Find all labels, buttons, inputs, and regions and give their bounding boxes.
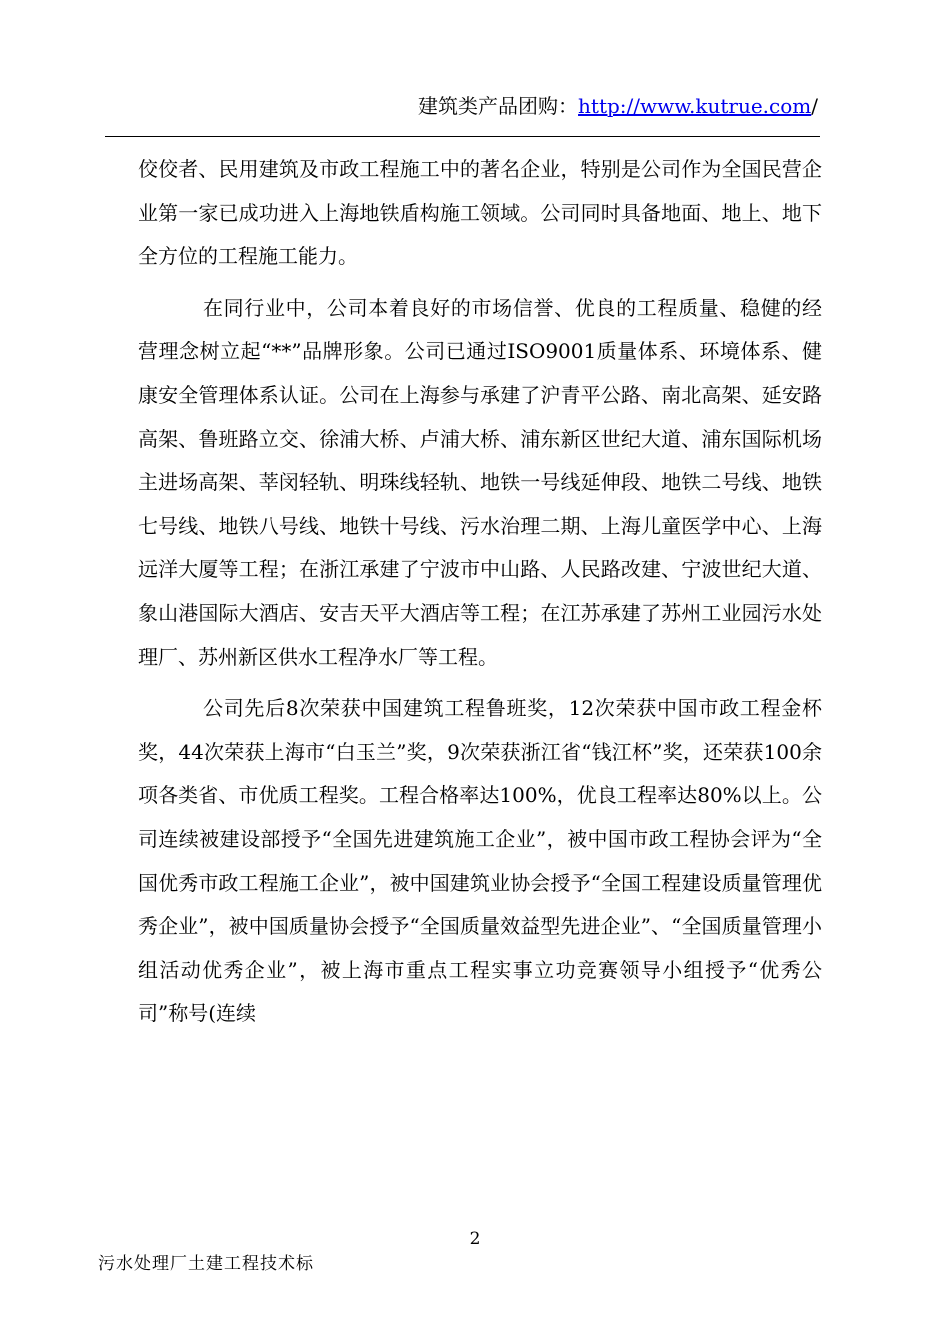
- header-link-suffix: /: [811, 94, 818, 118]
- paragraph-awards: 公司先后8次荣获中国建筑工程鲁班奖，12次荣获中国市政工程金杯奖，44次荣获上海市“白玉兰”奖，9次荣获浙江省“钱江杯”奖，还荣获100余项各类省、市优质工程奖。工程合格率达100%，优良工程率达80%以上。公司连续被建设部授予“全国先进建筑施工企业”，被中国市政工程协会评为“全国优秀市政工程施工企业”，被中国建筑业协会授予“全国工程建设质量管理优秀企业”，被中国质量协会授予“全国质量效益型先进企业”、“全国质量管理小组活动优秀企业”，被上海市重点工程实事立功竞赛领导小组授予“优秀公司”称号(连续: [138, 696, 822, 1026]
- document-body: [138, 148, 822, 1036]
- header-label: 建筑类产品团购：: [418, 94, 579, 118]
- header-divider: [105, 136, 820, 137]
- header-link[interactable]: http://www.kutrue.com: [578, 94, 812, 118]
- paragraph-projects: 在同行业中，公司本着良好的市场信誉、优良的工程质量、稳健的经营理念树立起“**”品牌形象。公司已通过ISO9001质量体系、环境体系、健康安全管理体系认证。公司在上海参与承建了沪青平公路、南北高架、延安路高架、鲁班路立交、徐浦大桥、卢浦大桥、浦东新区世纪大道、浦东国际机场主进场高架、莘闵轻轨、明珠线轻轨、地铁一号线延伸段、地铁二号线、地铁七号线、地铁八号线、地铁十号线、污水治理二期、上海儿童医学中心、上海远洋大厦等工程；在浙江承建了宁波市中山路、人民路改建、宁波世纪大道、象山港国际大酒店、安吉天平大酒店等工程；在江苏承建了苏州工业园污水处理厂、苏州新区供水工程净水厂等工程。: [138, 295, 822, 669]
- page-header: [138, 92, 818, 120]
- footer-title: 污水处理厂土建工程技术标: [98, 1254, 314, 1274]
- paragraph-continuation: 佼佼者、民用建筑及市政工程施工中的著名企业，特别是公司作为全国民营企业第一家已成功进入上海地铁盾构施工领域。公司同时具备地面、地上、地下全方位的工程施工能力。: [138, 157, 822, 269]
- page-number: 2: [469, 1229, 481, 1249]
